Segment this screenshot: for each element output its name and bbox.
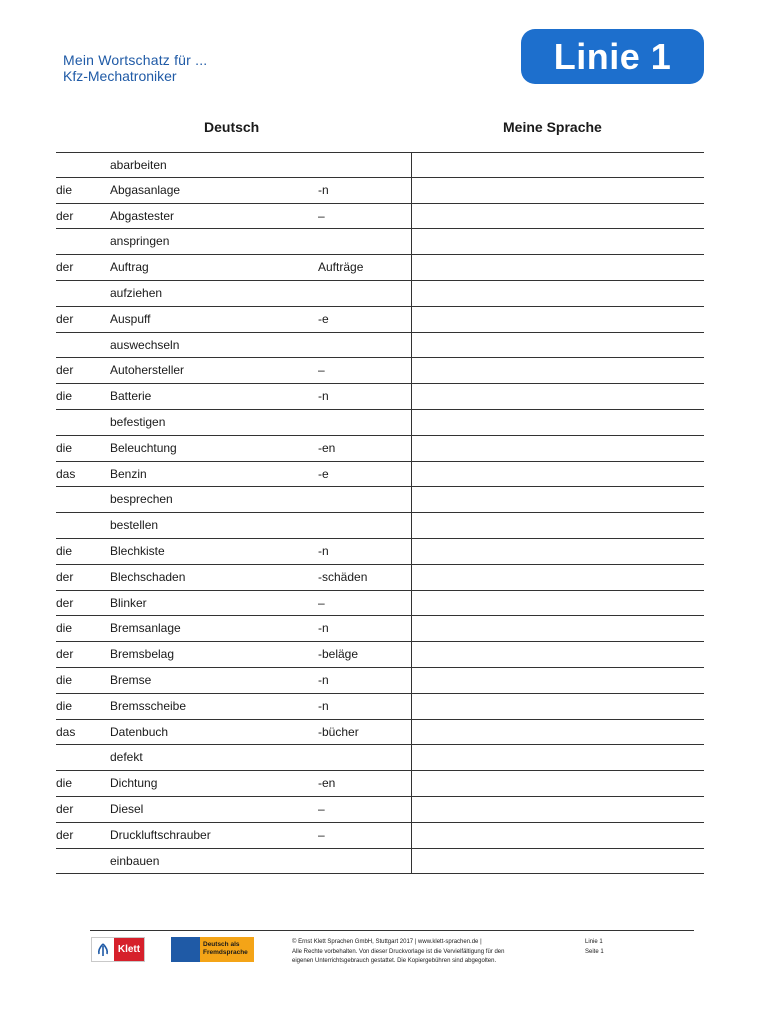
table-row	[56, 797, 704, 823]
daf-blue-block	[171, 937, 200, 962]
word-cell: anspringen	[110, 234, 170, 249]
table-row	[56, 591, 704, 617]
page-info	[585, 938, 604, 957]
column-header-meine-sprache: Meine Sprache	[503, 119, 602, 135]
plural-cell: -en	[318, 440, 336, 455]
article-cell: die	[56, 698, 73, 713]
plural-cell: -e	[318, 466, 329, 481]
klett-logo	[91, 937, 145, 962]
article-cell: die	[56, 672, 73, 687]
table-row	[56, 745, 704, 771]
plural-cell: -schäden	[318, 569, 368, 584]
table-row	[56, 694, 704, 720]
article-cell: der	[56, 363, 74, 378]
plural-cell: -n	[318, 621, 329, 636]
word-cell: abarbeiten	[110, 158, 167, 172]
word-cell: Blechkiste	[110, 543, 165, 558]
article-cell: der	[56, 827, 74, 842]
article-cell: der	[56, 647, 74, 662]
column-divider	[411, 333, 412, 359]
table-row	[56, 642, 704, 668]
article-cell: der	[56, 208, 74, 223]
article-cell: das	[56, 724, 76, 739]
column-divider	[411, 462, 412, 488]
article-cell: der	[56, 801, 74, 816]
column-divider	[411, 487, 412, 513]
table-row	[56, 462, 704, 488]
table-row	[56, 616, 704, 642]
column-divider	[411, 745, 412, 771]
daf-logo	[171, 937, 254, 962]
word-cell: Bremse	[110, 672, 152, 687]
table-row	[56, 255, 704, 281]
column-divider	[411, 849, 412, 875]
column-divider	[411, 307, 412, 333]
table-row	[56, 565, 704, 591]
word-cell: besprechen	[110, 492, 173, 507]
plural-cell: -n	[318, 672, 329, 687]
column-divider	[411, 513, 412, 539]
plural-cell: Aufträge	[318, 260, 364, 275]
plural-cell: -n	[318, 389, 329, 404]
word-cell: Auftrag	[110, 260, 149, 275]
word-cell: Bremsbelag	[110, 647, 175, 662]
plural-cell: -n	[318, 698, 329, 713]
word-cell: Benzin	[110, 466, 147, 481]
word-cell: befestigen	[110, 414, 166, 429]
plural-cell: –	[318, 827, 325, 842]
column-divider	[411, 616, 412, 642]
vocabulary-table	[56, 152, 704, 874]
word-cell: Blechschaden	[110, 569, 186, 584]
plural-cell: -n	[318, 543, 329, 558]
table-row	[56, 410, 704, 436]
article-cell: der	[56, 595, 74, 610]
copyright-line: eigenen Unterrichtsgebrauch gestattet. Die Kopiergebühren sind abgegolten.	[292, 958, 497, 964]
column-divider	[411, 255, 412, 281]
column-divider	[411, 281, 412, 307]
word-cell: Autohersteller	[110, 363, 185, 378]
table-row	[56, 823, 704, 849]
copyright-notice	[292, 938, 562, 967]
column-header-deutsch: Deutsch	[204, 119, 260, 135]
plural-cell: –	[318, 363, 325, 378]
plural-cell: –	[318, 595, 325, 610]
plural-cell: -e	[318, 311, 329, 326]
klett-wordmark: Klett	[114, 938, 144, 961]
plural-cell: -n	[318, 182, 329, 197]
table-row	[56, 771, 704, 797]
header-subtitle: Mein Wortschatz für ...	[63, 52, 208, 68]
column-divider	[411, 384, 412, 410]
article-cell: die	[56, 543, 73, 558]
article-cell: der	[56, 260, 74, 275]
word-cell: Bremsanlage	[110, 621, 181, 636]
column-divider	[411, 204, 412, 230]
column-divider	[411, 565, 412, 591]
table-row	[56, 152, 704, 178]
daf-label: Deutsch als Fremdsprache	[200, 937, 254, 962]
column-divider	[411, 410, 412, 436]
table-row	[56, 487, 704, 513]
word-cell: Bremsscheibe	[110, 698, 187, 713]
column-divider	[411, 358, 412, 384]
column-divider	[411, 229, 412, 255]
word-cell: Auspuff	[110, 311, 151, 326]
column-divider	[411, 694, 412, 720]
plural-cell: –	[318, 208, 325, 223]
word-cell: Abgasanlage	[110, 182, 181, 197]
word-cell: auswechseln	[110, 337, 180, 352]
article-cell: der	[56, 311, 74, 326]
word-cell: bestellen	[110, 518, 159, 533]
table-row	[56, 513, 704, 539]
word-cell: Blinker	[110, 595, 147, 610]
table-row	[56, 436, 704, 462]
table-row	[56, 668, 704, 694]
klett-mark-icon	[92, 938, 114, 961]
article-cell: die	[56, 182, 73, 197]
plural-cell: –	[318, 801, 325, 816]
article-cell: die	[56, 621, 73, 636]
column-divider	[411, 539, 412, 565]
column-divider	[411, 642, 412, 668]
article-cell: das	[56, 466, 76, 481]
column-divider	[411, 797, 412, 823]
plural-cell: -beläge	[318, 647, 359, 662]
word-cell: Beleuchtung	[110, 440, 177, 455]
table-row	[56, 178, 704, 204]
table-row	[56, 849, 704, 875]
book-title: Linie 1	[585, 939, 603, 945]
plural-cell: -bücher	[318, 724, 359, 739]
article-cell: die	[56, 440, 73, 455]
footer-divider	[90, 930, 694, 931]
column-divider	[411, 771, 412, 797]
table-row	[56, 307, 704, 333]
column-divider	[411, 436, 412, 462]
column-divider	[411, 823, 412, 849]
word-cell: Datenbuch	[110, 724, 169, 739]
column-divider	[411, 668, 412, 694]
column-divider	[411, 591, 412, 617]
table-row	[56, 720, 704, 746]
table-row	[56, 333, 704, 359]
word-cell: Diesel	[110, 801, 144, 816]
table-row	[56, 281, 704, 307]
table-row	[56, 204, 704, 230]
table-row	[56, 229, 704, 255]
word-cell: aufziehen	[110, 285, 163, 300]
column-divider	[411, 178, 412, 204]
column-divider	[411, 720, 412, 746]
column-divider	[411, 153, 412, 178]
article-cell: die	[56, 389, 73, 404]
word-cell: Druckluftschrauber	[110, 827, 211, 842]
table-row	[56, 539, 704, 565]
word-cell: Batterie	[110, 389, 152, 404]
header-profession: Kfz-Mechatroniker	[63, 68, 177, 84]
article-cell: die	[56, 776, 73, 791]
plural-cell: -en	[318, 776, 336, 791]
copyright-line: Alle Rechte vorbehalten. Von dieser Druckvorlage ist die Vervielfältigung für den	[292, 948, 505, 955]
page-number: Seite 1	[585, 948, 604, 955]
word-cell: Abgastester	[110, 208, 175, 223]
copyright-line: © Ernst Klett Sprachen GmbH, Stuttgart 2017 | www.klett-sprachen.de |	[292, 939, 482, 945]
table-row	[56, 358, 704, 384]
article-cell: der	[56, 569, 74, 584]
word-cell: defekt	[110, 750, 143, 765]
linie1-logo: Linie 1	[521, 29, 704, 84]
word-cell: einbauen	[110, 853, 160, 868]
table-row	[56, 384, 704, 410]
word-cell: Dichtung	[110, 776, 158, 791]
